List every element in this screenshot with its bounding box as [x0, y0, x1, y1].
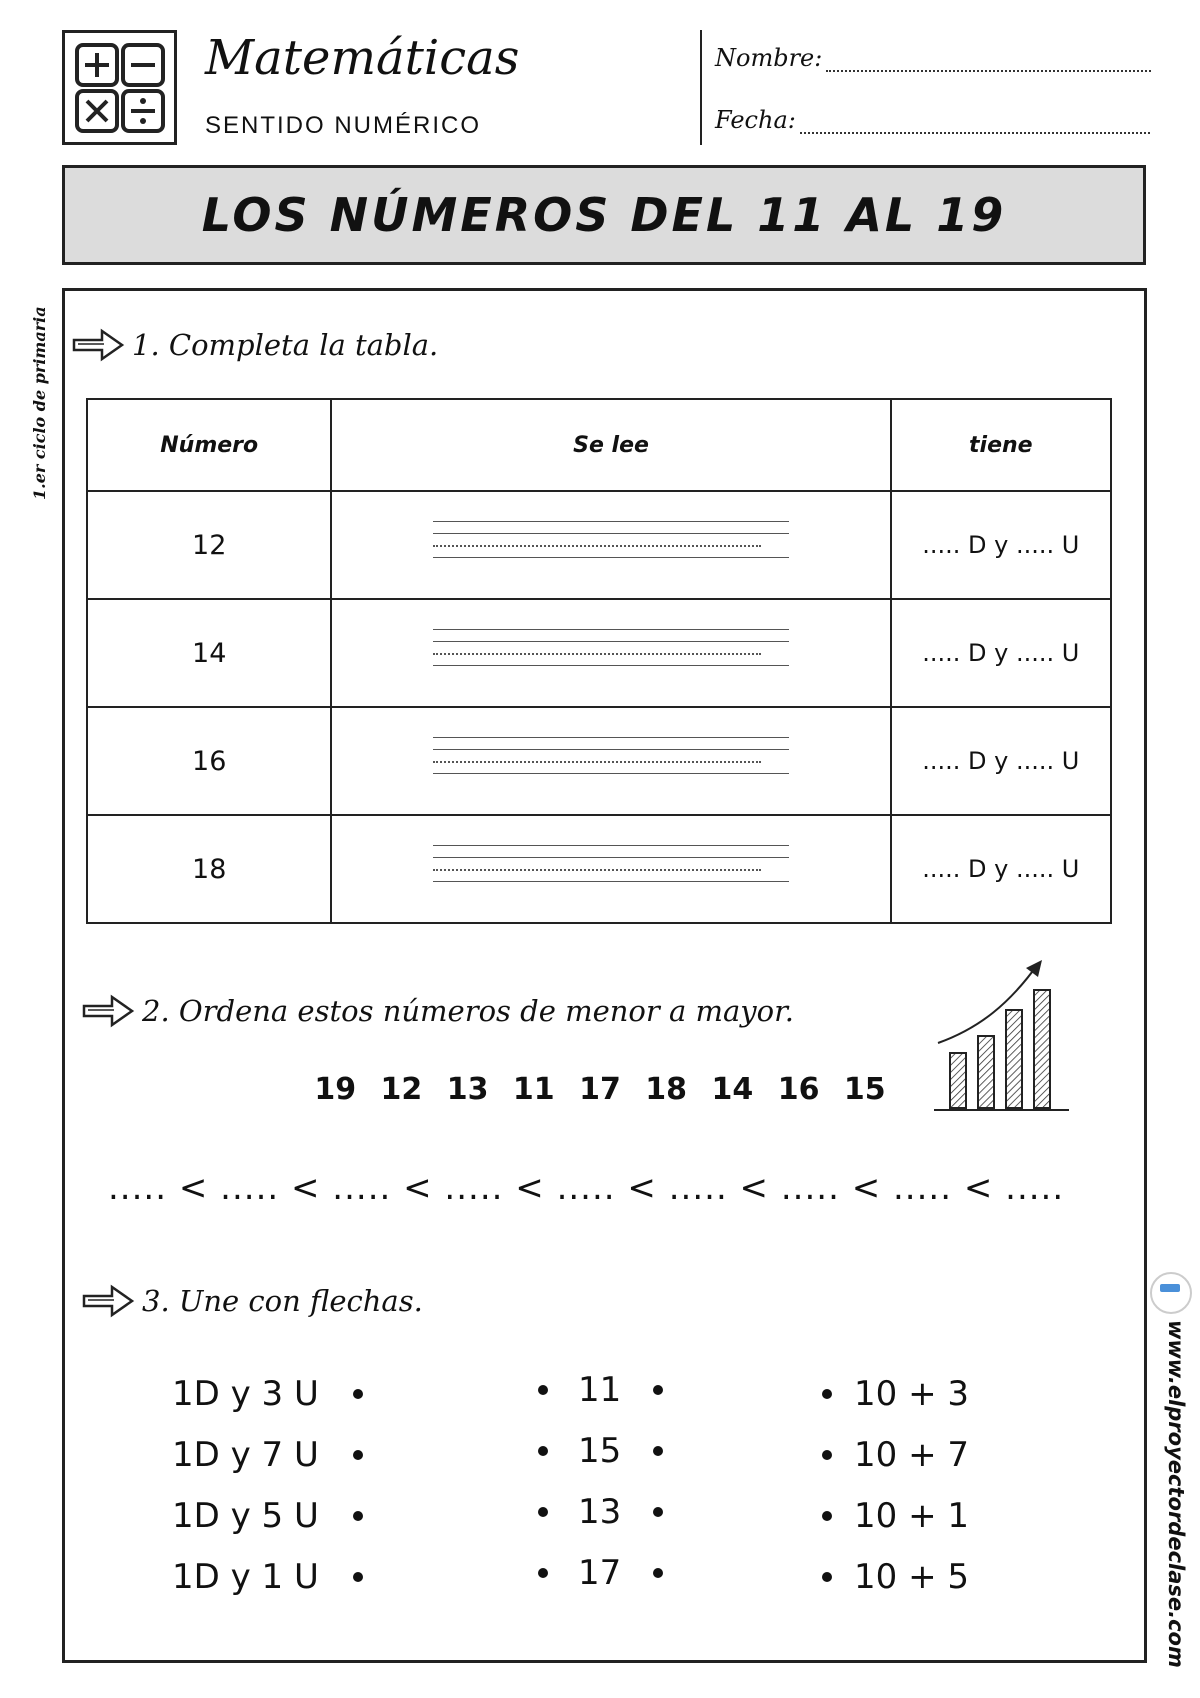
match-dot[interactable]	[822, 1450, 832, 1460]
pointing-arrow-icon	[82, 1284, 136, 1318]
match-dot[interactable]	[538, 1446, 548, 1456]
match-dot[interactable]	[538, 1507, 548, 1517]
page-title: LOS NÚMEROS DEL 11 AL 19	[201, 188, 1007, 242]
site-logo-icon	[1150, 1272, 1192, 1314]
column-header-tiene: tiene	[891, 399, 1111, 491]
website-url[interactable]	[1158, 1320, 1198, 1668]
match-right-item[interactable]	[822, 1372, 969, 1416]
match-dot[interactable]	[353, 1450, 363, 1460]
match-right-item[interactable]	[822, 1494, 969, 1538]
writing-lines[interactable]	[331, 815, 890, 923]
match-dot[interactable]	[653, 1385, 663, 1395]
match-left-label: 1D y 1 U	[172, 1557, 319, 1597]
name-blank[interactable]	[826, 50, 1151, 72]
row-number: 18	[87, 815, 331, 923]
pointing-arrow-icon	[82, 994, 136, 1028]
tens-units-blank[interactable]: ..... D y ..... U	[891, 815, 1111, 923]
match-middle-item[interactable]	[538, 1368, 663, 1412]
match-dot[interactable]	[653, 1446, 663, 1456]
match-middle-item[interactable]	[538, 1490, 663, 1534]
title-banner	[62, 165, 1146, 265]
pointing-arrow-icon	[72, 328, 126, 362]
match-dot[interactable]	[822, 1389, 832, 1399]
match-right-label: 10 + 7	[854, 1435, 969, 1475]
match-left-item[interactable]	[172, 1372, 363, 1416]
order-answer-blanks[interactable]: ..... < ..... < ..... < ..... < ..... < ..... < ..... < ..... < .....	[108, 1168, 1065, 1208]
date-label: Fecha:	[715, 106, 796, 134]
header-divider	[700, 30, 702, 145]
row-number: 12	[87, 491, 331, 599]
tens-units-blank[interactable]: ..... D y ..... U	[891, 491, 1111, 599]
grade-side-label	[22, 290, 62, 500]
match-left-item[interactable]	[172, 1433, 363, 1477]
writing-lines[interactable]	[331, 491, 890, 599]
grade-side-label-text: 1.er ciclo de primaria	[30, 306, 49, 500]
match-right-item[interactable]	[822, 1433, 969, 1477]
writing-lines[interactable]	[331, 599, 890, 707]
match-middle-item[interactable]	[538, 1429, 663, 1473]
table-header-row	[87, 399, 1111, 491]
tens-units-blank[interactable]: ..... D y ..... U	[891, 707, 1111, 815]
match-left-label: 1D y 5 U	[172, 1496, 319, 1536]
exercise-1-heading	[72, 328, 438, 362]
exercise-3-heading	[82, 1284, 423, 1318]
match-dot[interactable]	[538, 1568, 548, 1578]
tens-units-blank[interactable]: ..... D y ..... U	[891, 599, 1111, 707]
column-header-se-lee: Se lee	[331, 399, 890, 491]
math-operations-logo	[62, 30, 177, 145]
match-left-item[interactable]	[172, 1555, 363, 1599]
table-row	[87, 491, 1111, 599]
match-middle-label: 15	[578, 1431, 622, 1471]
math-operations-icon	[75, 43, 165, 133]
match-dot[interactable]	[353, 1572, 363, 1582]
table-row	[87, 815, 1111, 923]
column-header-numero: Número	[87, 399, 331, 491]
exercise-2-instruction: 2. Ordena estos números de menor a mayor.	[142, 994, 794, 1028]
match-middle-label: 11	[578, 1370, 622, 1410]
match-left-label: 1D y 7 U	[172, 1435, 319, 1475]
exercise-3-instruction: 3. Une con flechas.	[142, 1284, 423, 1318]
match-middle-item[interactable]	[538, 1551, 663, 1595]
match-right-label: 10 + 1	[854, 1496, 969, 1536]
match-dot[interactable]	[353, 1389, 363, 1399]
numbers-table	[86, 398, 1112, 924]
match-dot[interactable]	[653, 1568, 663, 1578]
table-row	[87, 707, 1111, 815]
date-blank[interactable]	[800, 112, 1150, 134]
subject-strand: SENTIDO NUMÉRICO	[205, 112, 482, 139]
exercise-1-instruction: 1. Completa la tabla.	[132, 328, 439, 362]
match-left-item[interactable]	[172, 1494, 363, 1538]
match-right-label: 10 + 3	[854, 1374, 969, 1414]
match-dot[interactable]	[538, 1385, 548, 1395]
subject-title: Matemáticas	[205, 30, 520, 86]
match-middle-label: 17	[578, 1553, 622, 1593]
match-dot[interactable]	[822, 1572, 832, 1582]
name-label: Nombre:	[715, 44, 823, 72]
match-dot[interactable]	[353, 1511, 363, 1521]
row-number: 14	[87, 599, 331, 707]
numbers-to-order: 19 12 13 11 17 18 14 16 15	[314, 1072, 886, 1107]
match-dot[interactable]	[653, 1507, 663, 1517]
writing-lines[interactable]	[331, 707, 890, 815]
match-middle-label: 13	[578, 1492, 622, 1532]
row-number: 16	[87, 707, 331, 815]
name-field[interactable]	[715, 44, 1151, 72]
match-left-label: 1D y 3 U	[172, 1374, 319, 1414]
date-field[interactable]	[715, 106, 1150, 134]
match-right-label: 10 + 5	[854, 1557, 969, 1597]
match-right-item[interactable]	[822, 1555, 969, 1599]
website-url-text[interactable]: www.elproyectordeclase.com	[1164, 1320, 1188, 1668]
exercise-2-heading	[82, 994, 794, 1028]
match-dot[interactable]	[822, 1511, 832, 1521]
table-row	[87, 599, 1111, 707]
